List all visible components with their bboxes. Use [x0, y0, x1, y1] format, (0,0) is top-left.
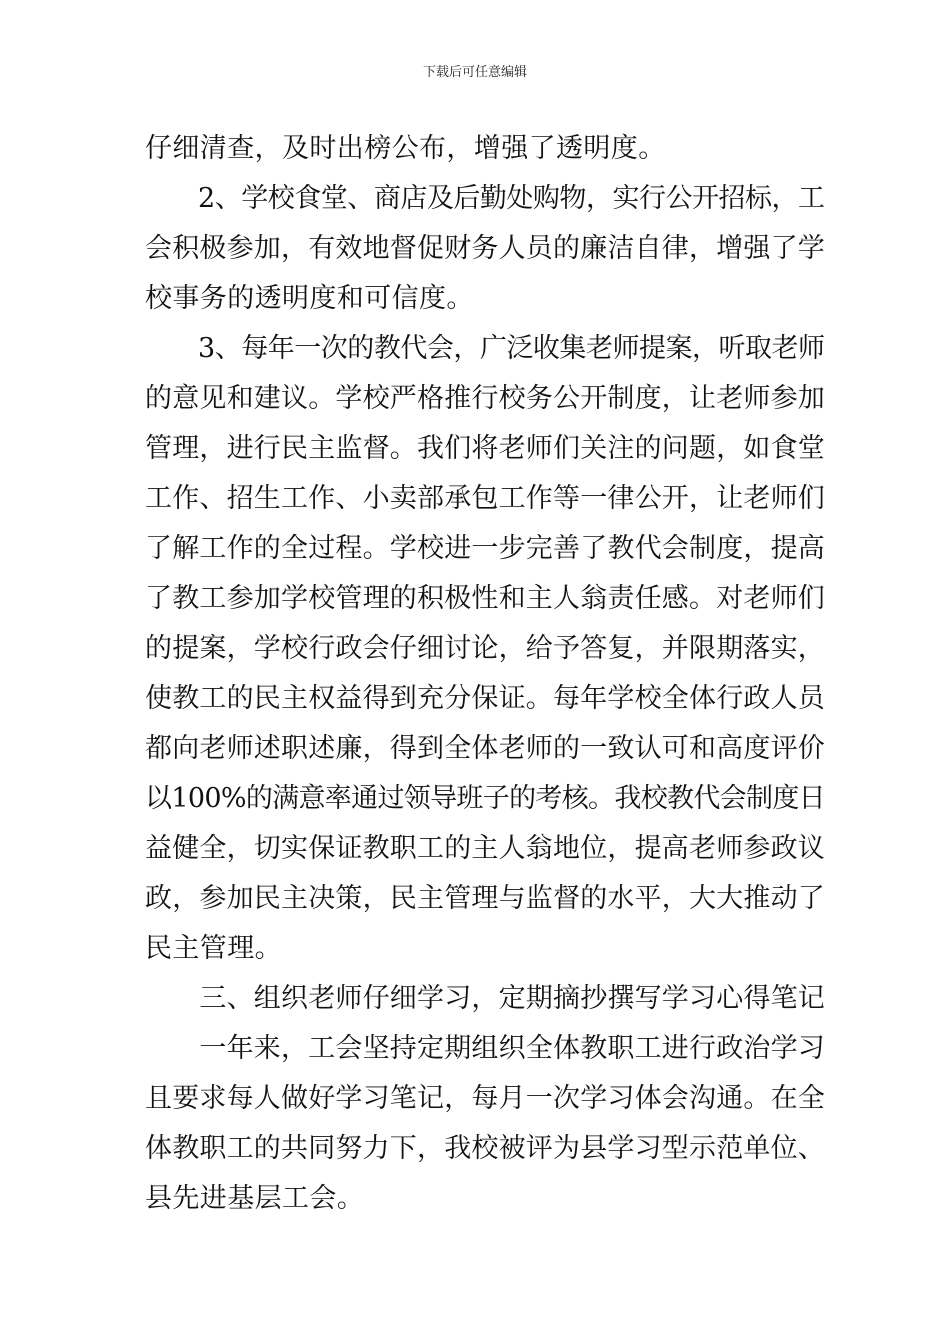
text-line: 使教工的民主权益得到充分保证。每年学校全体行政人员	[145, 683, 825, 714]
text-line: 民主管理。	[145, 933, 282, 964]
text-line: 政，参加民主决策，民主管理与监督的水平，大大推动了	[145, 883, 825, 914]
page-header: 下载后可任意编辑	[422, 65, 527, 80]
text-line: 会积极参加，有效地督促财务人员的廉洁自律，增强了学	[145, 233, 825, 264]
text-line: 2、学校食堂、商店及后勤处购物，实行公开招标，工	[145, 183, 825, 214]
text-line: 以100%的满意率通过领导班子的考核。我校教代会制度日	[145, 783, 825, 814]
text-line: 都向老师述职述廉，得到全体老师的一致认可和高度评价	[145, 733, 825, 764]
text-line: 县先进基层工会。	[145, 1183, 365, 1214]
text-line: 的提案，学校行政会仔细讨论，给予答复，并限期落实，	[145, 633, 825, 664]
text-line: 且要求每人做好学习笔记，每月一次学习体会沟通。在全	[145, 1083, 825, 1114]
text-line: 了教工参加学校管理的积极性和主人翁责任感。对老师们	[145, 583, 825, 614]
text-line: 体教职工的共同努力下，我校被评为县学习型示范单位、	[145, 1133, 825, 1164]
section-heading: 三、组织老师仔细学习，定期摘抄撰写学习心得笔记	[145, 983, 825, 1014]
text-line: 仔细清查，及时出榜公布，增强了透明度。	[145, 133, 666, 164]
text-line: 3、每年一次的教代会，广泛收集老师提案，听取老师	[145, 333, 825, 364]
text-line: 校事务的透明度和可信度。	[145, 283, 474, 314]
text-line: 益健全，切实保证教职工的主人翁地位，提高老师参政议	[145, 833, 825, 864]
text-line: 工作、招生工作、小卖部承包工作等一律公开，让老师们	[145, 483, 825, 514]
text-line: 的意见和建议。学校严格推行校务公开制度，让老师参加	[145, 383, 825, 414]
text-line: 管理，进行民主监督。我们将老师们关注的问题，如食堂	[145, 433, 825, 464]
text-line: 了解工作的全过程。学校进一步完善了教代会制度，提高	[145, 533, 825, 564]
text-line: 一年来，工会坚持定期组织全体教职工进行政治学习	[145, 1033, 825, 1064]
